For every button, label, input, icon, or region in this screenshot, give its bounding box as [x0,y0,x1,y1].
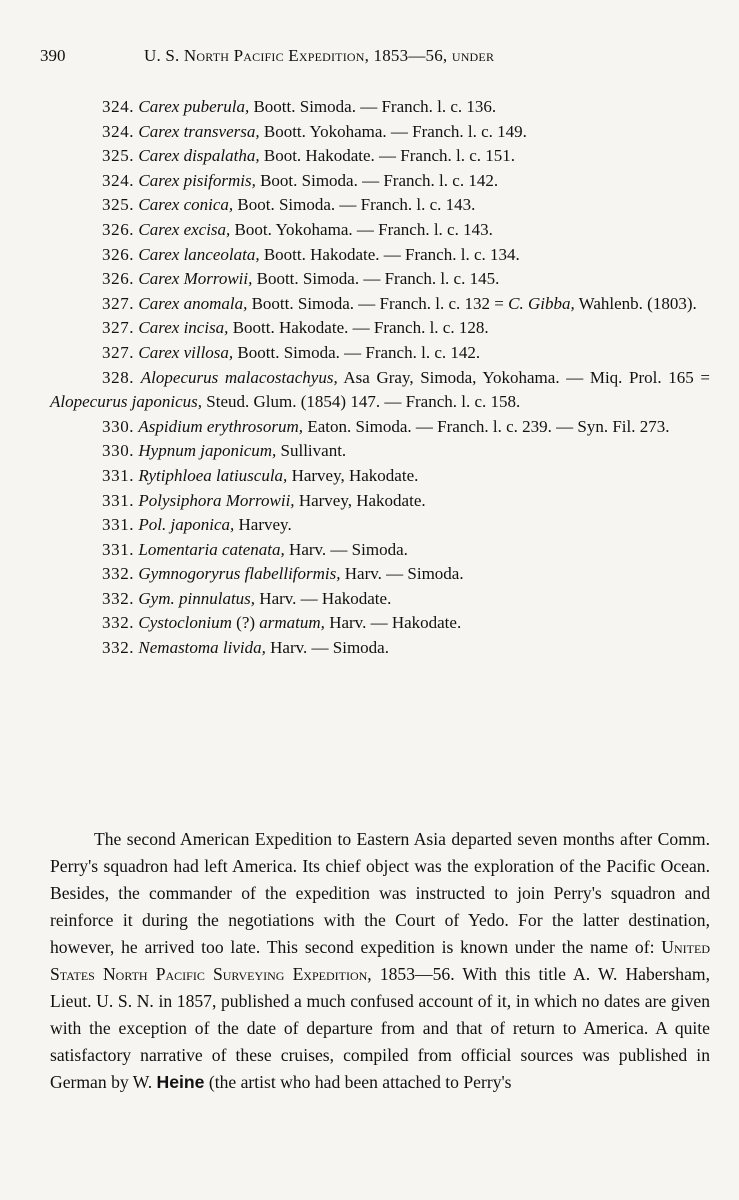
running-title: U. S. North Pacific Expedition, 1853—56, under [144,46,495,65]
taxon-name: Carex anomala, [138,293,248,313]
entry-citation: (?) [231,613,260,633]
taxon-name: Carex transversa, [138,121,260,141]
list-item [50,415,710,440]
page-header [40,46,660,70]
entry-citation: Boott. Simoda. — Franch. l. c. 145. [252,269,500,289]
list-item [50,169,710,194]
entry-number: 330. [102,441,135,461]
taxon-name: Polysiphora Morrowii, [138,490,295,510]
expedition-name: United States North Pacific Surveying Expedition, [50,937,710,984]
list-item [50,267,710,292]
taxon-name: Carex incisa, [138,318,229,338]
taxon-name: Aspidium erythrosorum, [138,416,304,436]
entry-number: 330. [102,416,135,436]
taxon-name: Carex pisiformis, [138,170,256,190]
author-name: Heine [156,1072,205,1092]
species-list [50,95,710,661]
entry-citation: Wahlenb. (1803). [574,293,697,313]
entry-citation: Harvey. [234,515,292,535]
entry-number: 327. [102,318,135,338]
taxon-name: Gym. pinnulatus, [138,588,256,608]
entry-number: 331. [102,465,135,485]
entry-citation: Boott. Hakodate. — Franch. l. c. 128. [228,318,489,338]
list-item [50,513,710,538]
entry-citation: Eaton. Simoda. — Franch. l. c. 239. — Syn. Fil. 273. [303,416,670,436]
entry-number: 325. [102,195,135,215]
entry-citation: Harv. — Hakodate. [255,588,392,608]
entry-number: 324. [102,170,135,190]
entry-citation: Harv. — Simoda. [284,539,408,559]
taxon-name: armatum, [259,613,325,633]
entry-citation: Harvey, Hakodate. [287,465,419,485]
list-item [50,144,710,169]
taxon-name: Carex puberula, [138,97,250,116]
body-paragraph [50,826,710,1096]
entry-citation: Boott. Yokohama. — Franch. l. c. 149. [259,121,527,141]
list-item [50,636,710,661]
entry-number: 324. [102,97,135,116]
taxon-name: Carex conica, [138,195,234,215]
taxon-name: Rytiphloea latiuscula, [138,465,288,485]
entry-citation: Boot. Hakodate. — Franch. l. c. 151. [259,146,516,166]
entry-number: 331. [102,539,135,559]
list-item [50,587,710,612]
entry-citation: Boot. Yokohama. — Franch. l. c. 143. [230,219,493,239]
entry-citation: Harvey, Hakodate. [294,490,426,510]
taxon-name: Carex excisa, [138,219,231,239]
entry-citation: Boott. Simoda. — Franch. l. c. 136. [249,97,497,116]
paragraph-text: (the artist who had been attached to Perry's [204,1072,512,1092]
taxon-name: Lomentaria catenata, [138,539,285,559]
list-item [50,193,710,218]
taxon-name: Hypnum japonicum, [138,441,277,461]
list-item [50,120,710,145]
taxon-name: Nemastoma livida, [138,638,266,658]
list-item [50,316,710,341]
entry-citation: Sullivant. [276,441,347,461]
entry-number: 326. [102,244,135,264]
entry-citation: Harv. — Simoda. [265,638,389,658]
list-item [50,464,710,489]
entry-citation: Boott. Simoda. — Franch. l. c. 132 = [247,293,509,313]
taxon-name: Cystoclonium [138,613,232,633]
entry-citation: Boott. Hakodate. — Franch. l. c. 134. [259,244,520,264]
taxon-name: Carex lanceolata, [138,244,260,264]
taxon-name: Pol. japonica, [138,515,235,535]
entry-number: 331. [102,490,135,510]
list-item [50,292,710,317]
entry-citation: Boot. Simoda. — Franch. l. c. 143. [233,195,476,215]
entry-number: 328. [102,367,135,387]
entry-citation: Boott. Simoda. — Franch. l. c. 142. [233,342,481,362]
entry-number: 325. [102,146,135,166]
taxon-name: Alopecurus malacostachyus, [140,367,338,387]
entry-citation: Steud. Glum. (1854) 147. — Franch. l. c. 158. [202,392,521,412]
list-item [50,95,710,120]
entry-number: 326. [102,219,135,239]
taxon-name: Carex dispalatha, [138,146,260,166]
list-item [50,439,710,464]
taxon-name: Alopecurus japonicus, [50,392,203,412]
taxon-name: C. Gibba, [508,293,575,313]
list-item [50,366,710,415]
taxon-name: Carex Morrowii, [138,269,253,289]
list-item [50,243,710,268]
entry-number: 332. [102,588,135,608]
list-item [50,218,710,243]
list-item [50,489,710,514]
list-item [50,341,710,366]
list-item [50,611,710,636]
entry-citation: Boot. Simoda. — Franch. l. c. 142. [255,170,499,190]
page-number: 390 [40,46,66,65]
entry-number: 324. [102,121,135,141]
entry-number: 327. [102,342,135,362]
entry-number: 332. [102,613,135,633]
entry-number: 332. [102,638,135,658]
list-item [50,538,710,563]
entry-number: 327. [102,293,135,313]
entry-number: 326. [102,269,135,289]
entry-citation: Harv. — Hakodate. [324,613,462,633]
paragraph-text: The second American Expedition to Eastern Asia departed seven months after Comm. Perry's squadron had left America. Its chief object was the exploration of the Pacific Ocean. Besides, the commander of the expedition was instructed to join Perry's squadron and reinforce it during the negotiations with the Court of Yedo. For the latter destination, however, he arrived too late. This second expedition is known under the name of: [50,829,710,957]
entry-number: 332. [102,564,135,584]
paragraph-text: 1853—56. With this title A. W. Habersham, Lieut. U. S. N. in 1857, published a much confused account of it, in which no dates are given with the exception of the date of departure from and that of return to America. A quite satisfactory narrative of these cruises, compiled from official sources was published in German by W. [50,964,710,1092]
taxon-name: Carex villosa, [138,342,234,362]
entry-citation: Harv. — Simoda. [340,564,464,584]
taxon-name: Gymnogoryrus flabelliformis, [138,564,341,584]
list-item [50,562,710,587]
entry-number: 331. [102,515,135,535]
entry-citation: Asa Gray, Simoda, Yokohama. — Miq. Prol. 165 = [337,367,710,387]
